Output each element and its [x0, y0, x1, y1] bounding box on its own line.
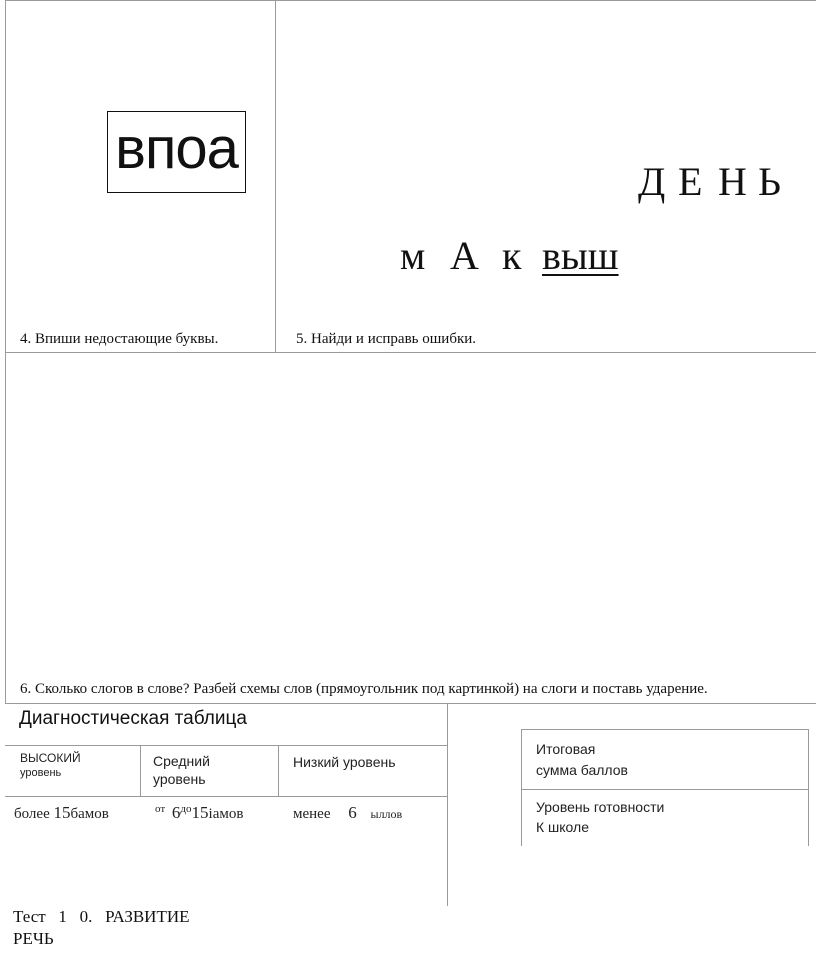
diag-col-1: [140, 745, 141, 796]
top-border: [5, 0, 816, 1]
low-num: 6: [348, 803, 357, 822]
high-prefix: более: [14, 806, 50, 822]
word-row-2: [400, 232, 619, 279]
summary-left: [521, 729, 522, 846]
task-6-caption: 6. Сколько слогов в слове? Разбей схемы слов (прямоугольник под картинкой) на слоги и поставь ударение.: [20, 681, 708, 697]
diag-col-2: [278, 745, 279, 796]
task-4-caption: 4. Впиши недостающие буквы.: [20, 331, 219, 347]
total-score-label-2: сумма баллов: [536, 762, 628, 778]
high-num: 15: [53, 803, 71, 822]
diag-right-border: [447, 703, 448, 906]
mid-range: [155, 803, 243, 823]
high-range: [14, 803, 109, 823]
letter-a: А: [450, 233, 479, 278]
word-row-1: [638, 158, 781, 205]
letter-2: Е: [678, 159, 703, 204]
readiness-label-2: К школе: [536, 819, 589, 835]
row-divider-1: [5, 352, 816, 353]
mid-level-label-1: Средний: [153, 753, 210, 769]
letter-m: м: [400, 233, 426, 278]
readiness-label-1: Уровень готовности: [536, 799, 665, 815]
summary-right: [808, 729, 809, 846]
summary-top: [521, 729, 809, 730]
letter-1: Д: [638, 159, 666, 204]
total-score-label-1: Итоговая: [536, 741, 596, 757]
letter-4: Ь: [758, 159, 781, 204]
letter-k: к: [502, 233, 522, 278]
low-range: [293, 803, 402, 823]
diag-header-top: [5, 745, 447, 746]
mid-num-2: 15: [191, 803, 209, 822]
underlined-word: выш: [542, 233, 619, 278]
mid-to: до: [180, 803, 192, 815]
low-suffix: ыллов: [370, 807, 403, 821]
letter-3: Н: [718, 159, 747, 204]
high-suffix: бамов: [70, 806, 109, 822]
mid-suffix: іамов: [208, 806, 244, 822]
test-title-line-2: РЕЧЬ: [13, 929, 54, 948]
mid-from: от: [155, 803, 166, 815]
row-divider-2: [5, 703, 816, 704]
test-title: [13, 906, 190, 950]
summary-mid: [521, 789, 809, 790]
diagnostic-title: Диагностическая таблица: [19, 708, 247, 729]
top-divider: [275, 0, 276, 352]
low-prefix: менее: [293, 806, 331, 822]
test-title-line-1: Тест 1 0. РАЗВИТИЕ: [13, 907, 190, 926]
diag-header-bottom: [5, 796, 447, 797]
low-level-label: Низкий уровень: [293, 754, 396, 770]
task-5-caption: 5. Найди и исправь ошибки.: [296, 331, 477, 347]
high-level-label-1: ВЫСОКИЙ: [20, 751, 81, 765]
high-level-label-2: уровень: [20, 767, 62, 779]
mid-num-1: 6: [171, 803, 181, 822]
mid-level-label-2: уровень: [153, 771, 206, 787]
boxed-word: впоа: [107, 111, 246, 193]
